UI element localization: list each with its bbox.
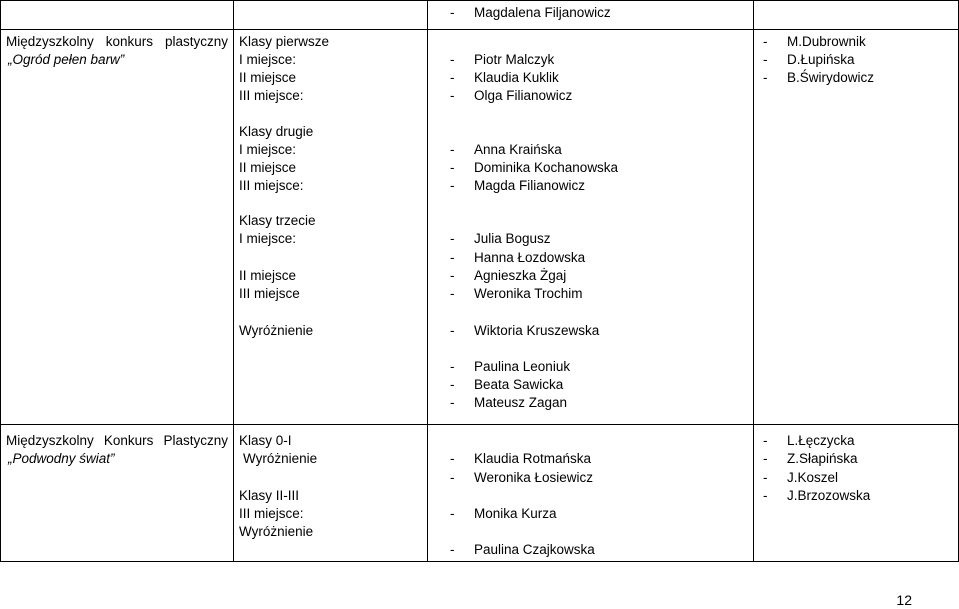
place-label: III miejsce: [239, 506, 304, 521]
winner-entry: - Olga Filianowicz [450, 88, 573, 103]
contest-name: Międzyszkolny Konkurs Plastyczny [6, 433, 228, 448]
winner-entry: - Klaudia Kuklik [450, 70, 559, 85]
teacher-entry: - B.Świrydowicz [763, 70, 875, 85]
place-label: I miejsce: [239, 231, 297, 246]
place-label: III miejsce [239, 286, 300, 301]
winner-entry: - Agnieszka Żgaj [450, 268, 567, 283]
place-label: III miejsce: [239, 178, 304, 193]
winner-entry: - Klaudia Rotmańska [450, 451, 592, 466]
group-heading: Klasy II-III [239, 488, 300, 503]
teacher-entry: - Z.Słapińska [763, 451, 858, 466]
row-divider-2 [0, 424, 959, 425]
place-label: Wyróżnienie [243, 451, 318, 466]
winner-entry: - Mateusz Zagan [450, 395, 568, 410]
winner-entry: - Weronika Trochim [450, 286, 583, 301]
winner-entry: - Beata Sawicka [450, 377, 564, 392]
winner-entry: - Weronika Łosiewicz [450, 470, 594, 485]
winner-entry: - Hanna Łozdowska [450, 250, 586, 265]
place-label: Wyróżnienie [239, 323, 314, 338]
row-divider-1 [0, 29, 959, 30]
winner-entry: - Anna Kraińska [450, 142, 562, 157]
col-border-left [0, 0, 1, 562]
place-label: I miejsce: [239, 142, 297, 157]
teacher-entry: - D.Łupińska [763, 52, 855, 67]
winner-entry: - Magdalena Filjanowicz [450, 5, 611, 20]
winner-entry: - Paulina Czajkowska [450, 542, 595, 557]
teacher-entry: - M.Dubrownik [763, 34, 866, 49]
teacher-entry: - L.Łęczycka [763, 433, 855, 448]
place-label: II miejsce [239, 70, 297, 85]
place-label: III miejsce: [239, 88, 304, 103]
winner-entry: - Piotr Malczyk [450, 52, 555, 67]
contest-name: Międzyszkolny konkurs plastyczny [6, 34, 228, 49]
page-number: 12 [896, 592, 912, 608]
group-heading: Klasy 0-I [239, 433, 292, 448]
col-divider-1 [233, 0, 234, 562]
teacher-entry: - J.Koszel [763, 470, 839, 485]
col-divider-2 [427, 0, 428, 562]
place-label: II miejsce [239, 160, 297, 175]
group-heading: Klasy pierwsze [239, 34, 330, 49]
place-label: II miejsce [239, 268, 297, 283]
col-divider-3 [753, 0, 754, 562]
teacher-entry: - J.Brzozowska [763, 488, 871, 503]
contest-title: „Podwodny świat” [8, 451, 115, 466]
winner-entry: - Monika Kurza [450, 506, 557, 521]
place-label: I miejsce: [239, 52, 297, 67]
group-heading: Klasy trzecie [239, 213, 316, 228]
winner-entry: - Dominika Kochanowska [450, 160, 619, 175]
table-border-bottom [0, 561, 959, 562]
table-border-top [0, 0, 959, 1]
place-label: Wyróżnienie [239, 524, 314, 539]
contest-title: „Ogród pełen barw” [8, 52, 125, 67]
winner-entry: - Wiktoria Kruszewska [450, 323, 600, 338]
group-heading: Klasy drugie [239, 124, 314, 139]
winner-entry: - Julia Bogusz [450, 231, 551, 246]
winner-entry: - Paulina Leoniuk [450, 359, 571, 374]
winner-entry: - Magda Filianowicz [450, 178, 586, 193]
